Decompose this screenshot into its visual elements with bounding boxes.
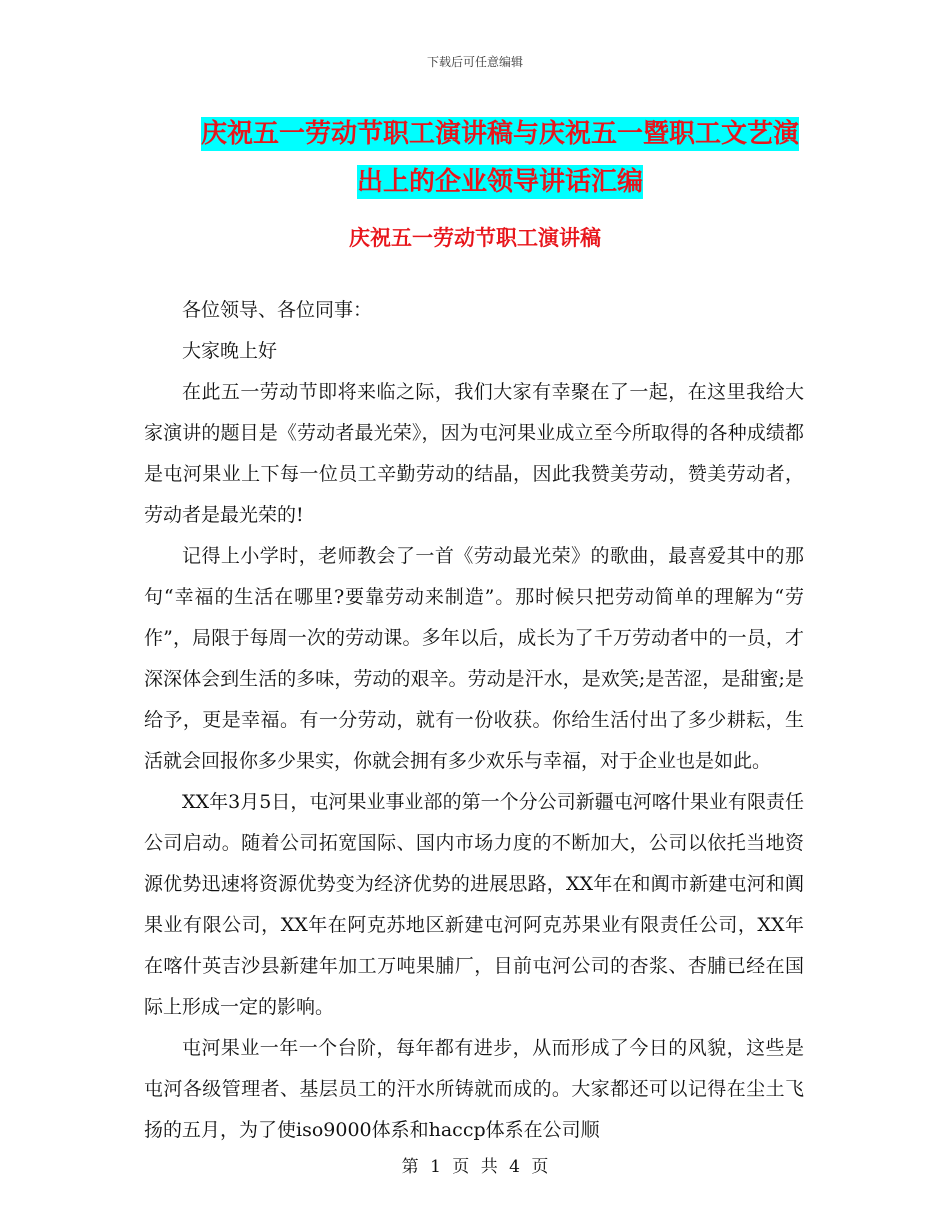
header-note: 下载后可任意编辑 bbox=[426, 55, 523, 69]
body-paragraph: 屯河果业一年一个台阶，每年都有进步，从而形成了今日的风貌，这些是屯河各级管理者、基层员工的汗水所铸就而成的。大家都还可以记得在尘土飞扬的五月，为了使iso9000体系和haccp体系在公司顺 bbox=[144, 1037, 804, 1141]
body-text bbox=[144, 290, 804, 1151]
document-title bbox=[150, 110, 850, 206]
document-title-line-1: 庆祝五一劳动节职工演讲稿与庆祝五一暨职工文艺演 bbox=[200, 119, 799, 149]
document-title-line-2: 出上的企业领导讲话汇编 bbox=[356, 167, 643, 197]
section-title: 庆祝五一劳动节职工演讲稿 bbox=[349, 226, 601, 250]
salutation-paragraph: 大家晚上好 bbox=[182, 340, 278, 362]
body-paragraph: 在此五一劳动节即将来临之际，我们大家有幸聚在了一起，在这里我给大家演讲的题目是《劳动者最光荣》，因为屯河果业成立至今所取得的各种成绩都是屯河果业上下每一位员工辛勤劳动的结晶，因此我赞美劳动，赞美劳动者，劳动者是最光荣的! bbox=[144, 381, 804, 526]
greeting-paragraph: 各位领导、各位同事： bbox=[182, 299, 373, 321]
page-number: 第 1 页 共 4 页 bbox=[401, 1157, 549, 1177]
body-paragraph: XX年3月5日，屯河果业事业部的第一个分公司新疆屯河喀什果业有限责任公司启动。随着公司拓宽国际、国内市场力度的不断加大，公司以依托当地资源优势迅速将资源优势变为经济优势的进展思路，XX年在和阗市新建屯河和阗果业有限公司，XX年在阿克苏地区新建屯河阿克苏果业有限责任公司，XX年在喀什英吉沙县新建年加工万吨果脯厂，目前屯河公司的杏浆、杏脯已经在国际上形成一定的影响。 bbox=[144, 791, 804, 1018]
body-paragraph: 记得上小学时，老师教会了一首《劳动最光荣》的歌曲，最喜爱其中的那句“幸福的生活在哪里?要靠劳动来制造”。那时候只把劳动简单的理解为“劳作”，局限于每周一次的劳动课。多年以后，成长为了千万劳动者中的一员，才深深体会到生活的多味，劳动的艰辛。劳动是汗水，是欢笑;是苦涩，是甜蜜;是给予，更是幸福。有一分劳动，就有一份收获。你给生活付出了多少耕耘，生活就会回报你多少果实，你就会拥有多少欢乐与幸福，对于企业也是如此。 bbox=[144, 545, 804, 772]
